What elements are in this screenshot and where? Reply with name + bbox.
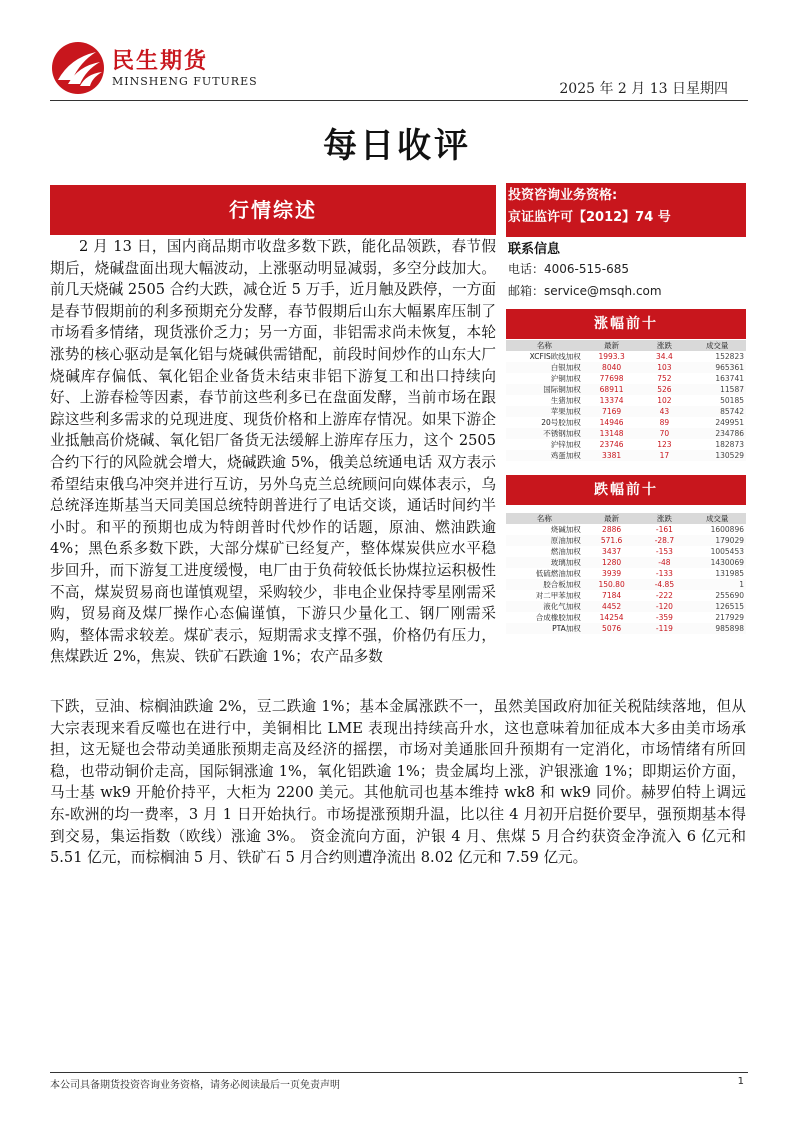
losers-cell: 2886 [602,525,622,534]
losers-cell: -161 [655,525,673,534]
section-header: 行情综述 [50,185,496,235]
gainers-cell: 鸡蛋加权 [506,450,583,461]
table-row [506,546,746,557]
top-losers-table [506,513,746,634]
page-number: 1 [737,1076,744,1087]
gainers-cell: 249951 [715,418,744,427]
losers-cell: 1 [688,579,746,590]
gainers-cell: 965361 [688,362,746,373]
company-logo [50,40,258,100]
losers-cell: 4452 [583,601,641,612]
losers-cell: 1280 [583,557,641,568]
losers-cell: 3437 [602,547,622,556]
gainers-cell: 沪锌加权 [550,440,581,449]
losers-cell: 1005453 [710,547,744,556]
losers-cell: -4.85 [640,579,688,590]
losers-cell: 179029 [688,535,746,546]
gainers-cell: 23746 [599,440,624,449]
gainers-cell: 11587 [688,384,746,395]
gainers-cell: 68911 [583,384,641,395]
gainers-header-0: 名称 [506,340,583,351]
losers-cell: -28.7 [640,535,688,546]
gainers-cell: 85742 [688,406,746,417]
losers-cell: 571.6 [583,535,641,546]
top-gainers-title: 涨幅前十 [506,309,746,339]
losers-cell: -222 [655,591,673,600]
losers-cell: -153 [655,547,673,556]
gainers-cell: 不锈钢加权 [506,428,583,439]
gainers-cell: 13374 [599,396,624,405]
top-losers-title: 跌幅前十 [506,475,746,505]
gainers-cell: 103 [640,362,688,373]
table-row [506,623,746,634]
losers-cell: 低硫燃油加权 [535,569,581,578]
gainers-cell: 白银加权 [506,362,583,373]
gainers-cell: 国际铜加权 [506,384,583,395]
table-row [506,535,746,546]
table-row [506,373,746,384]
gainers-cell: 1993.3 [598,352,625,361]
table-row [506,524,746,535]
losers-cell: 3939 [602,569,622,578]
losers-cell: 对二甲苯加权 [535,591,581,600]
gainers-cell: 8040 [583,362,641,373]
table-row [506,601,746,612]
market-summary-text-continued: 下跌，豆油、棕榈油跌逾 2%，豆二跌逾 1%；基本金属涨跌不一，虽然美国政府加征关税陆续落地，但从大宗表现来看反噬也在进行中，美铜相比 LME 表现出持续高升水，这也意味着加征成本大多由美市场承担，这无疑也会带动美通胀预期走高及经济的摇摆，市场对美通胀回升预期有一定消化，市场情绪有所回稳，也带动铜价走高，国际铜涨逾 1%，氧化铝跌逾 1%；贵金属均上涨，沪银涨逾 1%；即期运价方面，马士基 wk9 开舱价持平，大柜为 2200 美元。其他航司也基本维持 wk8 和 wk9 同价。赫罗伯特上调远东-欧洲的均一费率，3 月 1 日开始执行。市场提涨预期升温，比以往 4 月初开启挺价要早，强预期基本得到交易，集运指数（欧线）涨逾 3%。 资金流向方面，沪银 4 月、焦煤 5 月合约获资金净流入 6 亿元和 5.51 亿元，而棕榈油 5 月、铁矿石 5 月合约则遭净流出 8.02 亿元和 7.59 亿元。 [50,698,746,867]
table-row [506,590,746,601]
losers-cell: 985898 [688,623,746,634]
gainers-cell: 沪铜加权 [550,374,581,383]
losers-cell: -119 [640,623,688,634]
losers-header-3: 成交量 [688,513,746,524]
market-summary-part1: 2 月 13 日，国内商品期市收盘多数下跌，能化品领跌，春节假期后，烧碱盘面出现大幅波动，上涨驱动明显减弱，多空分歧加大。前几天烧碱 2505 合约大跌，减仓近 5 万手，近月触及跌停，一方面是春节假期前的利多预期充分发酵，春节假期后山东大幅累库压制了市场看多情绪，现货涨价乏力；另一方面，非铝需求尚未恢复，本轮涨势的核心驱动是氧化铝与烧碱供需错配，前段时间炒作的山东大厂烧碱库存偏低、氧化铝企业备货未结束非铝下游复工和出口持续向好、上游春检等因素，春节前这些利多已在盘面发酵，当前市场在跟踪这些利多需求的兑现进度、现货价格和上游库存情况。如果下游企业抵触高价烧碱、氧化铝厂备货无法缓解上游库存压力，这个 2505 合约下行的风险就会增大，烧碱跌逾 5%，俄美总统通电话 双方表示希望结束俄乌冲突并进行互访，另外乌克兰总统顾问向媒体表示，乌总统泽连斯基当天同美国总统特朗普进行了电话交谈，通话时间约半小时。和平的预期也成为特朗普时代炒作的话题，原油、燃油跌逾 4%；黑色系多数下跌，大部分煤矿已经复产，整体煤炭供应水平稳步回升，而下游复工进度缓慢，电厂由于负荷较低长协煤拉运积极性不高，煤炭贸易商也谨慎观望，采购较少，非电企业保持零星刚需采购，贸易商及煤厂操作心态偏谨慎，下游只少量化工、钢厂刚需采购，整体需求较差。煤矿表示，短期需求支撑不强，价格仍有压力，焦煤跌近 2%，焦炭、铁矿石跌逾 1%；农产品多数 [50,238,496,666]
top-gainers-table [506,340,746,461]
qualification-box [506,183,746,237]
report-date: 2025 年 2 月 13 日星期四 [559,81,728,97]
gainers-cell: XCFIS欧线加权 [529,352,581,361]
gainers-cell: 89 [659,418,670,427]
losers-cell: 合成橡胶加权 [535,613,581,622]
losers-cell: 燃油加权 [550,547,581,556]
table-row [506,579,746,590]
qualification-line2: 京证监许可【2012】74 号 [508,210,671,225]
losers-cell: 胶合板加权 [506,579,583,590]
gainers-cell: 生猪加权 [550,396,581,405]
gainers-cell: 123 [657,440,672,449]
table-row [506,557,746,568]
gainers-header-2: 涨跌 [640,340,688,351]
losers-cell: 烧碱加权 [550,525,581,534]
losers-cell: 131985 [715,569,744,578]
losers-header-0: 名称 [506,513,583,524]
losers-cell: -133 [655,569,673,578]
gainers-cell: 17 [640,450,688,461]
gainers-header-1: 最新 [583,340,641,351]
gainers-cell: 70 [640,428,688,439]
losers-cell: 7184 [602,591,622,600]
gainers-cell: 34.4 [656,352,673,361]
gainers-cell: 13148 [583,428,641,439]
gainers-cell: 7169 [583,406,641,417]
footer-divider [50,1072,748,1073]
contact-title: 联系信息 [508,242,561,257]
losers-cell: 14254 [599,613,624,622]
table-row [506,395,746,406]
minsheng-logo-icon [50,40,106,96]
losers-cell: 玻璃加权 [506,557,583,568]
gainers-cell: 526 [640,384,688,395]
qualification-line1: 投资咨询业务资格: [508,188,618,203]
gainers-cell: 182873 [715,440,744,449]
table-row [506,612,746,623]
losers-cell: PTA加权 [506,623,583,634]
table-row [506,450,746,461]
losers-cell: 217929 [715,613,744,622]
gainers-cell: 130529 [688,450,746,461]
table-row [506,351,746,362]
losers-cell: 255690 [715,591,744,600]
losers-cell: 126515 [688,601,746,612]
losers-cell: -359 [655,613,673,622]
gainers-cell: 苹果加权 [506,406,583,417]
gainers-cell: 3381 [583,450,641,461]
company-name-cn: 民生期货 [112,49,209,74]
table-row [506,362,746,373]
losers-cell: 150.80 [583,579,641,590]
company-name-en: MINSHENG FUTURES [112,75,258,88]
footer-disclaimer: 本公司具备期货投资咨询业务资格，请务必阅读最后一页免责声明 [50,1080,340,1091]
losers-header-2: 涨跌 [640,513,688,524]
table-row [506,406,746,417]
contact-email[interactable]: 邮箱：service@msqh.com [508,284,662,298]
market-summary-text [50,236,496,668]
gainers-cell: 43 [640,406,688,417]
gainers-cell: 50185 [720,396,744,405]
losers-cell: 5076 [583,623,641,634]
contact-phone: 电话：4006-515-685 [508,262,630,276]
gainers-cell: 77698 [599,374,624,383]
losers-header-1: 最新 [583,513,641,524]
page-title: 每日收评 [323,126,471,166]
table-row [506,439,746,450]
losers-cell: -120 [640,601,688,612]
gainers-cell: 752 [657,374,672,383]
gainers-header-3: 成交量 [688,340,746,351]
table-row [506,384,746,395]
gainers-cell: 234786 [688,428,746,439]
gainers-cell: 14946 [599,418,624,427]
table-row [506,568,746,579]
losers-cell: 原油加权 [506,535,583,546]
header-divider [50,100,748,101]
losers-cell: 1600896 [710,525,744,534]
gainers-cell: 152823 [715,352,744,361]
table-row [506,428,746,439]
losers-cell: 液化气加权 [506,601,583,612]
gainers-cell: 163741 [715,374,744,383]
gainers-cell: 102 [657,396,672,405]
table-row [506,417,746,428]
losers-cell: 1430069 [688,557,746,568]
losers-cell: -48 [640,557,688,568]
gainers-cell: 20号胶加权 [541,418,581,427]
